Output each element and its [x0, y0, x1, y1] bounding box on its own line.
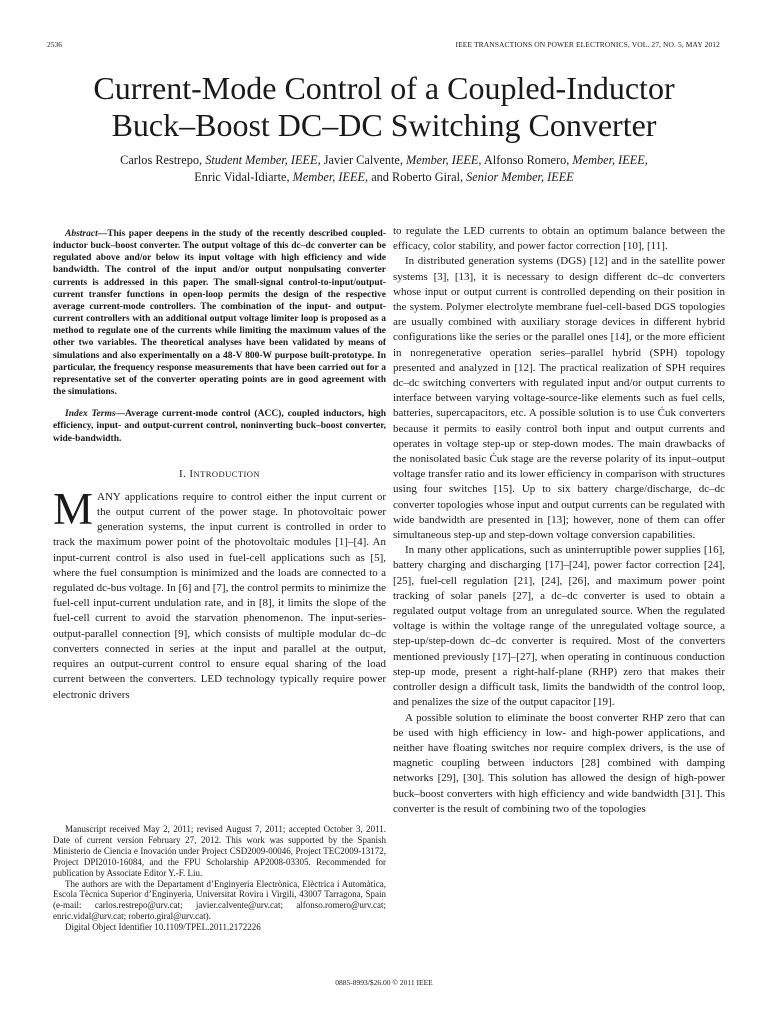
section-heading-introduction: [53, 467, 386, 482]
paper-title: [40, 70, 728, 144]
intro-paragraph-1-text: ANY applications require to control either the input current or the output current of the power stage. In photovoltaic power generation systems, the input current is controlled in order to track the maximum power point of the photovoltaic modules [1]–[4]. An input-current control is also used in fuel-cell applications such as [5], where the fuel consumption is minimized and the loads are connected to a regulated dc-bus voltage. In [6] and [7], the control permits to minimize the fuel-cell input-current undulation rate, and in [8], it limits the slope of the fuel-cell current to avoid the starvation phenomenon. The input-series-output-parallel connection [9], which consists of multiple modular dc–dc converters connected in series at the input and parallel at the output, requires an output-current control to ensure equal sharing of the load current between the converters. LED technology typically require power electronic drivers: [53, 490, 386, 701]
author-name: Javier Calvente: [323, 153, 400, 167]
footnote-affiliation: The authors are with the Departament d’Enginyeria Electrònica, Elèctrica i Automàtica, Escola Tècnica Superior d’Enginyeria, Universitat Rovira i Virgili, 43007 Tarragona, Spain (e-mail: carlos.restrepo@urv.cat; javier.calvente@urv.cat; alfonso.romero@urv.cat; enric.vidal@urv.cat; roberto.giral@urv.cat).: [53, 878, 386, 922]
section-numeral: I.: [179, 467, 190, 480]
author-separator: ,: [644, 153, 648, 167]
author-name: Enric Vidal-Idiarte: [194, 170, 287, 184]
abstract-text: This paper deepens in the study of the recently described coupled-inductor buck–boost converter. The output voltage of this dc–dc converter can be regulated above and/or below its input voltage with high efficiency and wide bandwidth. The control of the input and/or output nonpulsating converter currents is addressed in this paper. The small-signal control-to-input/output-current transfer functions in open-loop permits the design of the respective average current-mode controllers. The combination of the input- and output-current controllers with an additional output voltage limiter loop is proposed as a method to regulate one of the currents while limiting the maximum values of the other two variables. The theoretical analyses have been validated by means of simulations and also experimentally on a 48-V 800-W purpose built-prototype. In particular, the frequency response measurements that have been carried out for a representative set of the converter operating points are in good agreement with the simulations.: [53, 229, 386, 398]
left-column: [53, 224, 386, 703]
author-role: Member, IEEE: [572, 153, 645, 167]
author-role: Student Member, IEEE: [205, 153, 318, 167]
author-role: Senior Member, IEEE: [466, 170, 574, 184]
author-role: Member, IEEE: [292, 170, 366, 184]
title-line-2: Buck–Boost DC–DC Switching Converter: [111, 107, 657, 143]
author-separator: ,: [286, 170, 293, 184]
index-terms-text: Average current-mode control (ACC), coupled inductors, high efficiency, input- and output-current control, noninverting buck–boost converter, wide-bandwidth.: [53, 409, 386, 444]
author-role: Member, IEEE: [406, 153, 479, 167]
author-separator: ,: [460, 170, 467, 184]
author-separator: ,: [199, 153, 206, 167]
running-head: IEEE TRANSACTIONS ON POWER ELECTRONICS, VOL. 27, NO. 5, MAY 2012: [455, 40, 720, 49]
index-terms-lead: Index Terms—: [65, 409, 126, 420]
title-line-1: Current-Mode Control of a Coupled-Inductor: [93, 70, 675, 106]
author-name: Roberto Giral: [392, 170, 460, 184]
right-paragraph-4: A possible solution to eliminate the boost converter RHP zero that can be used with high efficiency in low- and high-power applications, and neither have floating switches nor require complex drivers, is the use of magnetic coupling between inductors [28] combined with damping networks [29], [30]. This solution has allowed the design of high-power buck–boost converters with high efficiency and wide bandwidth [31]. This converter is the result of combining two of the topologies: [393, 711, 725, 815]
dropcap-letter: M: [53, 483, 94, 534]
abstract: [53, 228, 386, 398]
right-column: [393, 224, 725, 817]
page-number: 2536: [47, 40, 62, 49]
abstract-lead: Abstract—: [65, 229, 108, 239]
author-separator: ,: [317, 153, 324, 167]
section-title-rest: NTRODUCTION: [193, 468, 260, 479]
author-separator: , and: [365, 170, 393, 184]
footnote-manuscript: Manuscript received May 2, 2011; revised August 7, 2011; accepted October 3, 2011. Date of current version February 27, 2012. This work was supported by the Spanish Ministerio de Ciencia e Inovación under Project CSD2009-00046, Project TEC2009-13172, Project DPI2010-16084, and the FPU Scholarship AP2008-03305. Recommended for publication by Associate Editor Y.-F. Liu.: [53, 824, 386, 878]
intro-paragraph-1: [53, 483, 386, 703]
copyright-line: 0885-8993/$26.00 © 2011 IEEE: [335, 978, 433, 987]
section-title-initial: I: [189, 467, 194, 480]
right-paragraph-3: In many other applications, such as uninterruptible power supplies [16], battery charging and discharging [17]–[24], power factor correction [24], [25], fuel-cell regulation [21], [24], [26], and maximum power point tracking of solar panels [27], a dc–dc converter is used to obtain a regulated output voltage from an unregulated source. When the regulated voltage is within the voltage range of the unregulated voltage source, a step-up/step-down dc–dc converter is required. Most of the converters mentioned previously [17]–[27], when operating in continuous conduction step-up mode, present a right-half-plane (RHP) zero that makes their controller design a difficult task, limits the bandwidth of the control loop, and penalizes the size of the output capacitor [19].: [393, 544, 725, 709]
footnote-doi: Digital Object Identifier 10.1109/TPEL.2011.2172226: [65, 922, 261, 933]
author-name: Carlos Restrepo: [120, 153, 200, 167]
author-separator: ,: [566, 153, 573, 167]
right-paragraph-2: In distributed generation systems (DGS) [12] and in the satellite power systems [3], [13], it is necessary to design different dc–dc converters whose input or output current is controlled depending on their position in the system. Polymer electrolyte membrane fuel-cell-based DGS topologies are usually combined with auxiliary storage devices in different hybrid configurations like the series or the parallel ones [14], or the more efficient in nonregenerative operation series–parallel hybrid (SPH) topology presented and analyzed in [12]. The practical realization of SPH requires dc–dc switching converters with regulated input and/or output currents to interface between varying voltage-source-like elements such as fuel cells, batteries, supercapacitors, etc. A possible solution is to use Ćuk converters because it permits to easily control both input and output currents and operates in voltage step-up or step-down modes. The main drawbacks of the nonisolated basic Ćuk stage are the reverse polarity of its input–output voltage transfer ratio and its lower efficiency in comparison with structures using four switches [15]. Up to six battery charge/discharge, dc–dc converter topologies whose input and output currents can be regulated with wide bandwidth are presented in [13]; however, none of them can offer simultaneous step-up and step-down voltage conversion capabilities.: [393, 255, 725, 542]
author-separator: ,: [399, 153, 407, 167]
right-paragraph-1: to regulate the LED currents to obtain an optimum balance between the efficacy, color stability, and power factor correction [10], [11].: [393, 225, 725, 253]
first-page-footnote: [53, 824, 386, 933]
author-list: [40, 152, 728, 186]
author-name: Alfonso Romero: [483, 153, 567, 167]
index-terms: [53, 408, 386, 444]
author-separator: ,: [478, 153, 484, 167]
